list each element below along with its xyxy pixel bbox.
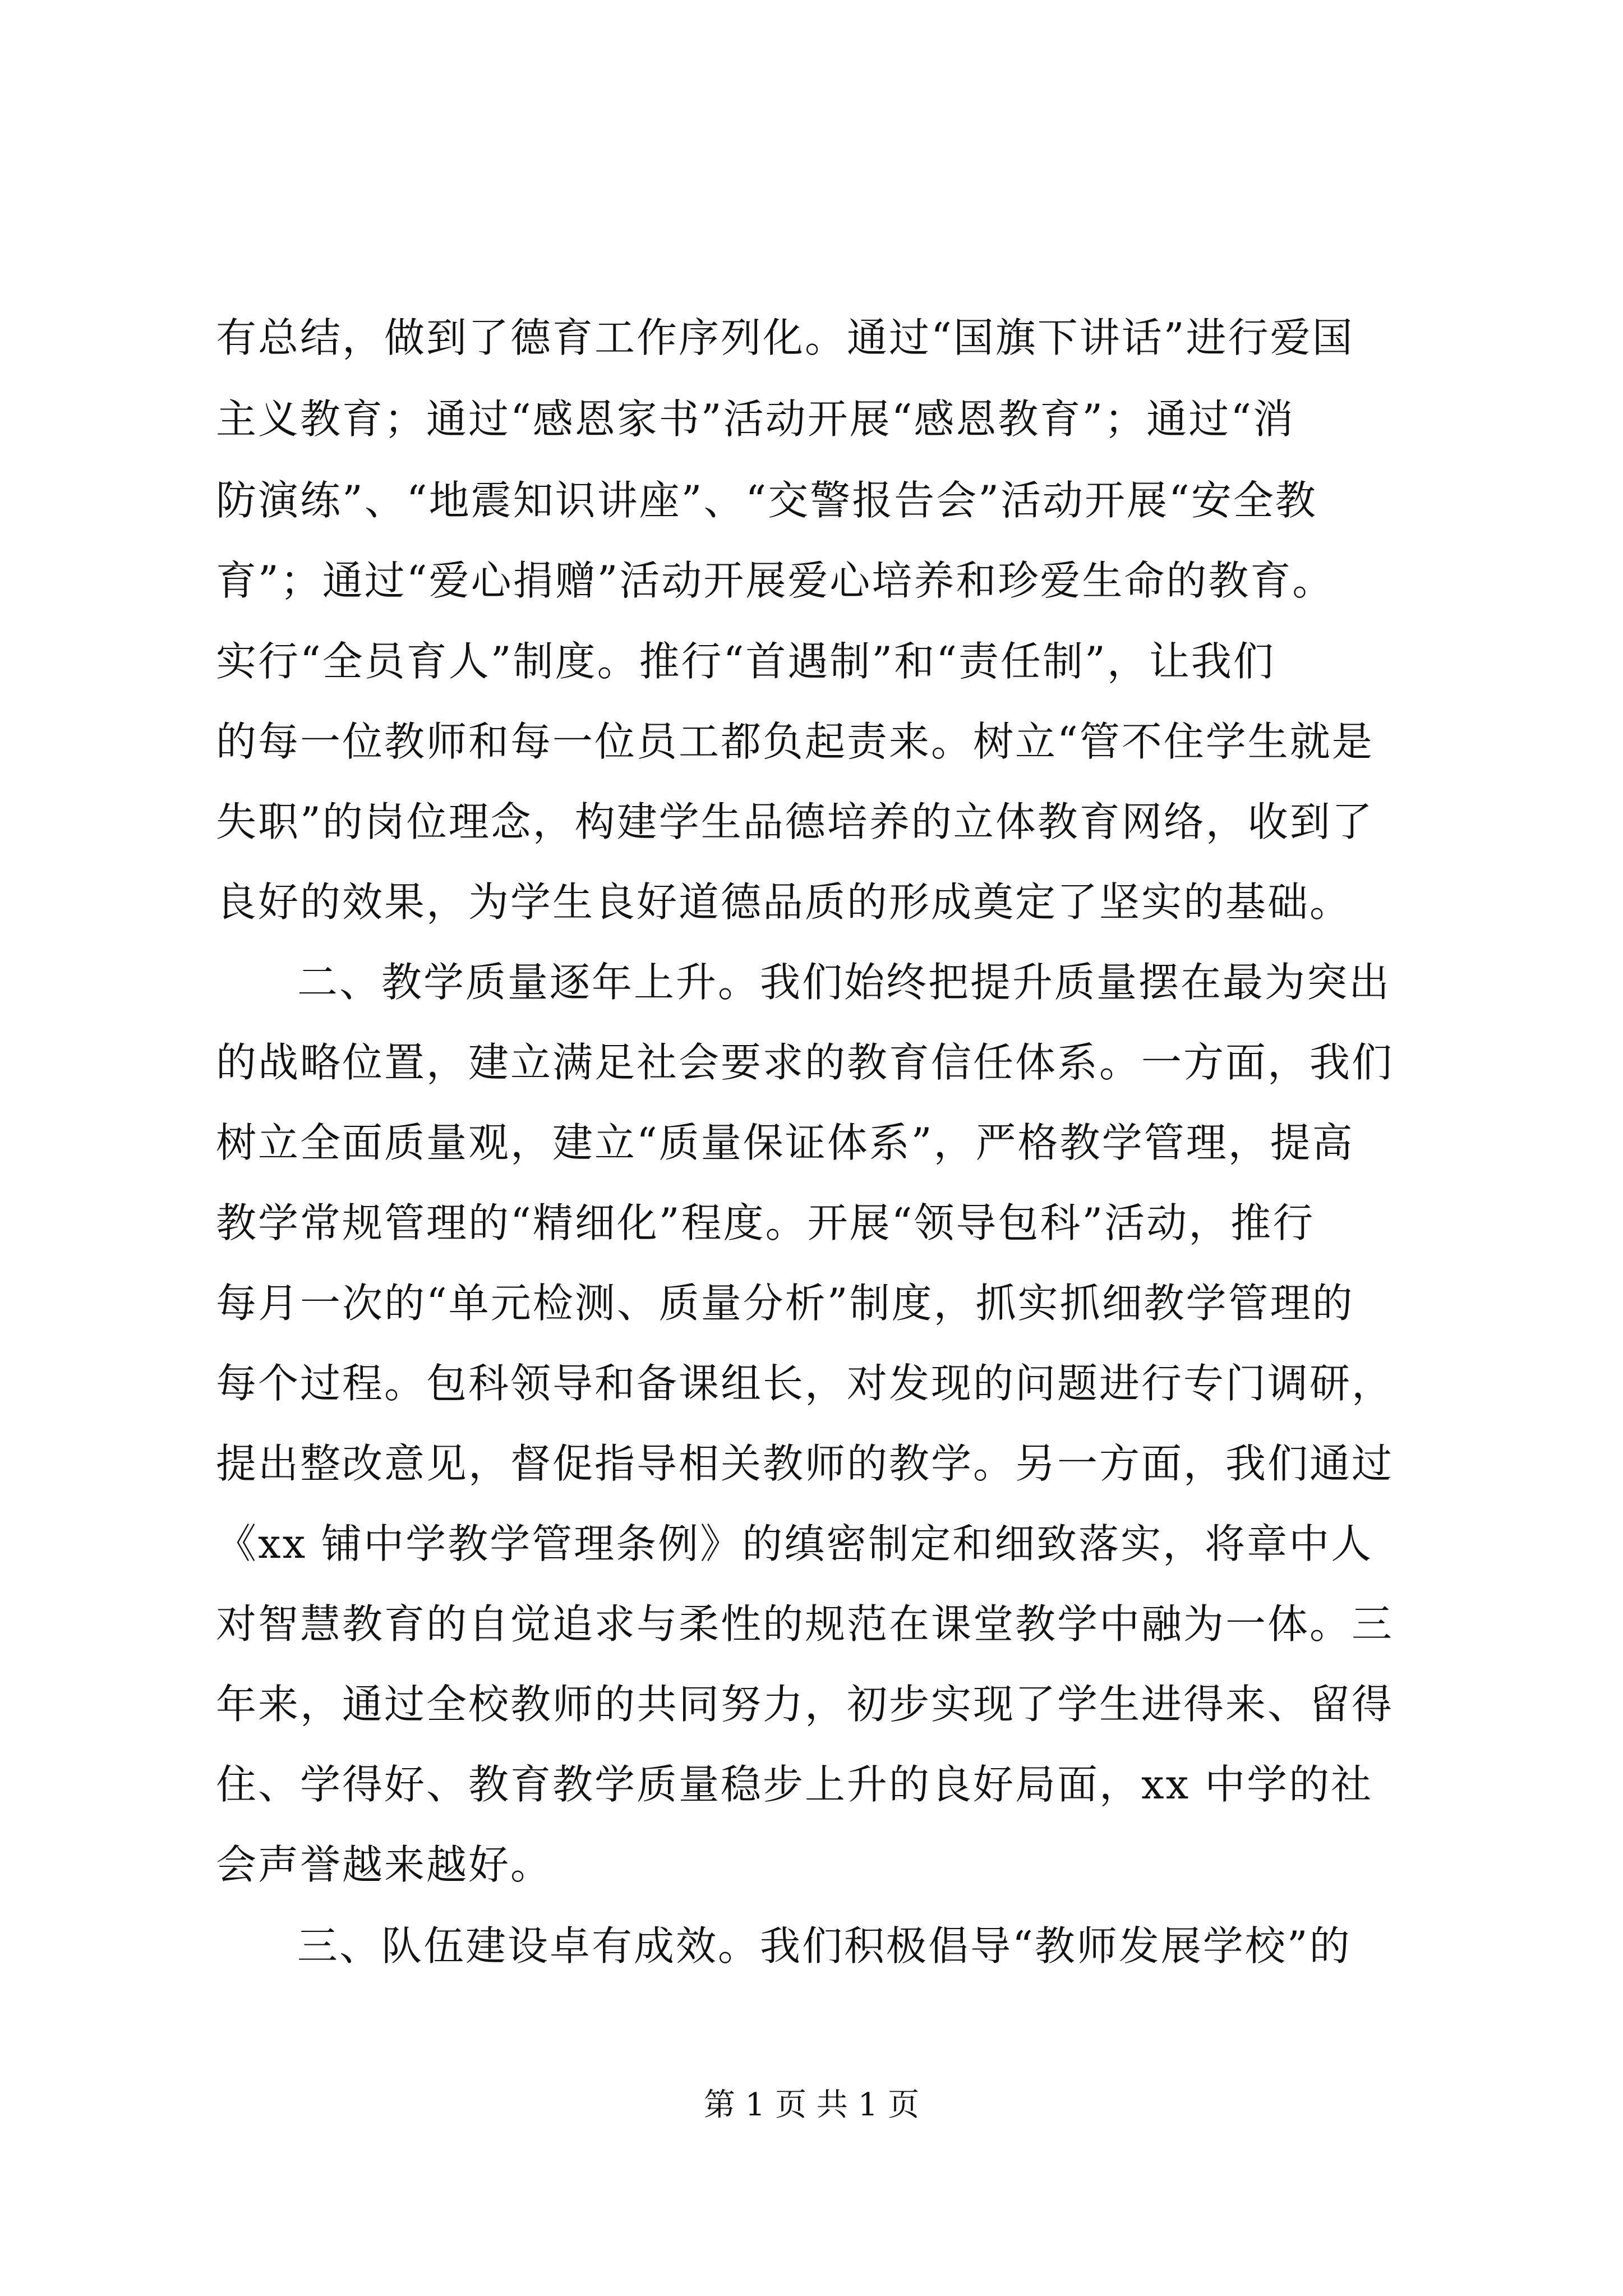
text-line: 主义教育；通过“感恩家书”活动开展“感恩教育”；通过“消 <box>216 395 1295 443</box>
text-line: 有总结，做到了德育工作序列化。通过“国旗下讲话”进行爱国 <box>216 314 1354 361</box>
text-line: 《xx 铺中学教学管理条例》的缜密制定和细致落实，将章中人 <box>216 1520 1373 1567</box>
text-line: 每月一次的“单元检测、质量分析”制度，抓实抓细教学管理的 <box>216 1280 1354 1327</box>
paragraph-heading-line: 二、教学质量逐年上升。我们始终把提升质量摆在最为突出 <box>297 959 1391 1006</box>
text-line: 每个过程。包科领导和备课组长，对发现的问题进行专门调研， <box>216 1360 1394 1407</box>
text-line: 对智慧教育的自觉追求与柔性的规范在课堂教学中融为一体。三 <box>216 1600 1394 1648</box>
page-footer: 第 1 页 共 1 页 <box>703 2087 920 2123</box>
text-line: 提出整改意见，督促指导相关教师的教学。另一方面，我们通过 <box>216 1440 1394 1487</box>
text-line: 实行“全员育人”制度。推行“首遇制”和“责任制”，让我们 <box>216 638 1275 685</box>
text-line: 的每一位教师和每一位员工都负起责来。树立“管不住学生就是 <box>216 718 1374 765</box>
text-line: 良好的效果，为学生良好道德品质的形成奠定了坚实的基础。 <box>216 878 1352 926</box>
text-line: 年来，通过全校教师的共同努力，初步实现了学生进得来、留得 <box>216 1681 1394 1728</box>
text-line: 的战略位置，建立满足社会要求的教育信任体系。一方面，我们 <box>216 1039 1394 1086</box>
text-line: 教学常规管理的“精细化”程度。开展“领导包科”活动，推行 <box>216 1199 1315 1246</box>
paragraph-heading-line: 三、队伍建设卓有成效。我们积极倡导“教师发展学校”的 <box>297 1922 1352 1970</box>
text-line: 住、学得好、教育教学质量稳步上升的良好局面，xx 中学的社 <box>216 1761 1373 1808</box>
text-line: 树立全面质量观，建立“质量保证体系”，严格教学管理，提高 <box>216 1119 1354 1166</box>
text-line: 失职”的岗位理念，构建学生品德培养的立体教育网络，收到了 <box>216 798 1374 845</box>
text-line: 防演练”、“地震知识讲座”、“交警报告会”活动开展“安全教 <box>216 477 1317 524</box>
text-line: 会声誉越来越好。 <box>216 1841 553 1888</box>
text-line: 育”；通过“爱心捐赠”活动开展爱心培养和珍爱生命的教育。 <box>216 557 1335 604</box>
